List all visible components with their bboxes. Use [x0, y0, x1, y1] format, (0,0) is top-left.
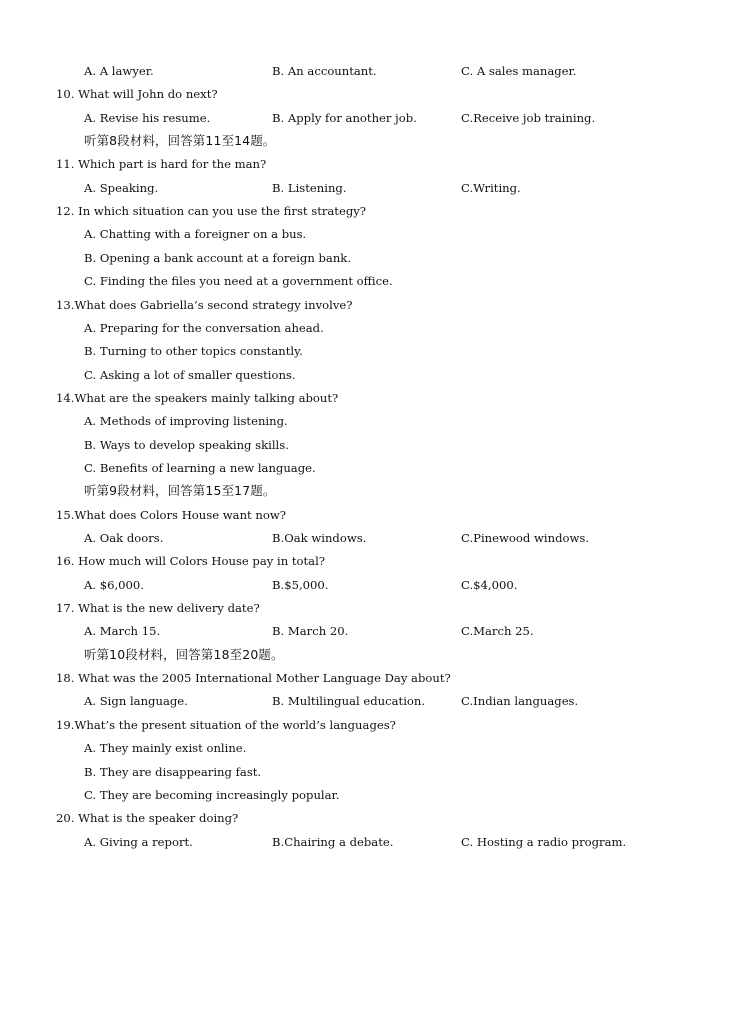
option-text: B. Opening a bank account at a foreign bank. — [84, 250, 352, 265]
question-text: 15.What does Colors House want now? — [56, 507, 286, 522]
option-b: B. Listening. — [272, 180, 347, 195]
option-c: C.Receive job training. — [461, 110, 596, 125]
option-b: B.Oak windows. — [272, 531, 367, 545]
instruction-text: 听第8段材料，回答第11至14题。 — [84, 133, 276, 149]
option-c: C.Writing. — [461, 180, 521, 195]
option-b: B.$5,000. — [272, 577, 329, 592]
option-a: A. Speaking. — [84, 180, 159, 195]
option-a: A. Sign language. — [84, 694, 188, 709]
option-text: B. Turning to other topics constantly. — [84, 344, 303, 359]
option-c: C.Pinewood windows. — [461, 531, 590, 545]
question-text: 13.What does Gabriella’s second strategy involve? — [56, 297, 353, 312]
question-text: 17. What is the new delivery date? — [56, 601, 260, 616]
instruction-text: 听第10段材料，回答第18至20题。 — [84, 646, 284, 662]
option-b: B. Multilingual education. — [272, 694, 426, 709]
question-text: 11. Which part is hard for the man? — [56, 157, 267, 172]
option-c: C. A sales manager. — [461, 64, 577, 78]
option-c: C.$4,000. — [461, 577, 518, 592]
option-a: A. $6,000. — [84, 577, 144, 592]
option-a: A. Oak doors. — [84, 531, 164, 545]
option-text: A. Chatting with a foreigner on a bus. — [84, 227, 307, 242]
question-text: 16. How much will Colors House pay in total? — [56, 554, 325, 569]
question-text: 12. In which situation can you use the first strategy? — [56, 204, 367, 219]
question-text: 20. What is the speaker doing? — [56, 811, 239, 826]
option-text: B. They are disappearing fast. — [84, 764, 262, 779]
option-b: B. Apply for another job. — [272, 110, 417, 125]
question-text: 14.What are the speakers mainly talking about? — [56, 390, 339, 405]
option-text: C. Finding the files you need at a government office. — [84, 274, 393, 289]
option-b: B. An accountant. — [272, 64, 377, 78]
option-text: C. They are becoming increasingly popular. — [84, 787, 340, 802]
option-a: A. A lawyer. — [84, 64, 154, 78]
option-a: A. March 15. — [84, 624, 161, 639]
instruction-text: 听第9段材料，回答第15至17题。 — [84, 483, 276, 499]
option-text: C. Asking a lot of smaller questions. — [84, 367, 296, 382]
question-text: 19.What’s the present situation of the world’s languages? — [56, 717, 396, 732]
option-c: C.March 25. — [461, 624, 534, 639]
question-text: 10. What will John do next? — [56, 87, 218, 102]
option-b: B. March 20. — [272, 624, 349, 639]
option-c: C. Hosting a radio program. — [461, 834, 627, 849]
option-text: B. Ways to develop speaking skills. — [84, 437, 289, 452]
option-text: A. Methods of improving listening. — [84, 414, 288, 429]
option-text: A. They mainly exist online. — [84, 741, 247, 756]
question-text: 18. What was the 2005 International Mother Language Day about? — [56, 671, 451, 686]
option-a: A. Revise his resume. — [84, 110, 211, 125]
option-c: C.Indian languages. — [461, 694, 579, 709]
option-b: B.Chairing a debate. — [272, 834, 394, 849]
option-text: C. Benefits of learning a new language. — [84, 460, 316, 475]
option-a: A. Giving a report. — [84, 834, 193, 849]
option-text: A. Preparing for the conversation ahead. — [84, 320, 324, 335]
